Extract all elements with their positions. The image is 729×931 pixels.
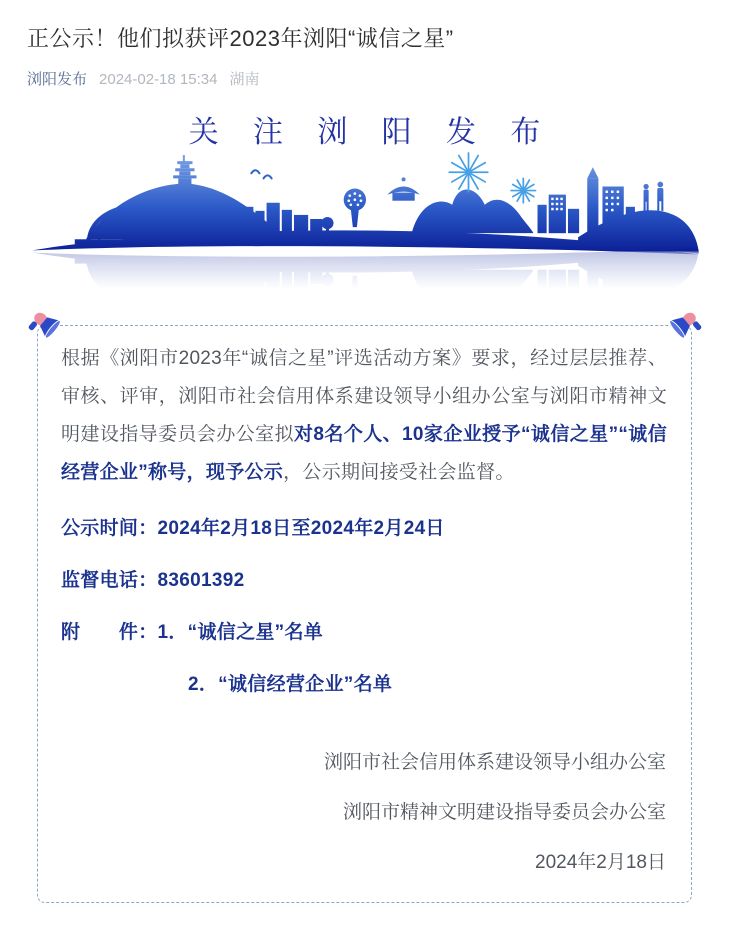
attachment-line-2: 2．“诚信经营企业”名单 xyxy=(188,674,393,695)
megaphone-icon xyxy=(25,309,62,346)
signature-date: 2024年2月18日 xyxy=(535,852,666,873)
article-title: 正公示！他们拟获评2023年浏阳“诚信之星” xyxy=(27,26,454,51)
intro-text-2: ，公示期间接受社会监督。 xyxy=(283,462,515,483)
banner-image xyxy=(30,113,700,289)
publicity-period-line: 公示时间：2024年2月18日至2024年2月24日 xyxy=(61,518,445,539)
pavilion-icon xyxy=(387,177,419,200)
sphere-sculpture xyxy=(343,189,365,228)
city-skyline-illustration xyxy=(30,152,700,289)
left-buildings xyxy=(229,203,334,235)
signature-office-1: 浏阳市社会信用体系建设领导小组办公室 xyxy=(323,752,666,773)
right-buildings xyxy=(537,167,634,233)
supervision-phone-line: 监督电话：83601392 xyxy=(61,570,245,591)
publish-region: 湖南 xyxy=(229,71,260,88)
notice-box xyxy=(37,325,692,903)
notice-intro-paragraph xyxy=(61,340,667,492)
megaphone-icon xyxy=(668,309,705,346)
article-meta xyxy=(27,68,702,89)
source-account-link[interactable]: 浏阳发布 xyxy=(27,71,88,88)
article-page xyxy=(0,22,729,903)
intro-text-1: 根据《浏阳市2023年“诚信之星”评选活动方案》要求，经过层层推荐、审核、评审，浏阳市社会信用体系建设领导小组办公室与浏阳市精神文明建设指导委员会办公室拟 xyxy=(61,348,667,445)
banner-caption: 关 注 浏 阳 发 布 xyxy=(188,116,554,149)
intro-text-bold: 对8名个人、10家企业授予“诚信之星”“诚信经营企业”称号，现予公示 xyxy=(61,424,667,483)
people-figures xyxy=(643,182,663,211)
publish-time: 2024-02-18 15:34 xyxy=(99,71,218,88)
signature-office-2: 浏阳市精神文明建设指导委员会办公室 xyxy=(342,802,666,823)
birds-icon xyxy=(251,170,271,178)
attachment-line-1: 附 件：1．“诚信之星”名单 xyxy=(61,622,324,643)
pagoda-icon xyxy=(173,155,196,184)
